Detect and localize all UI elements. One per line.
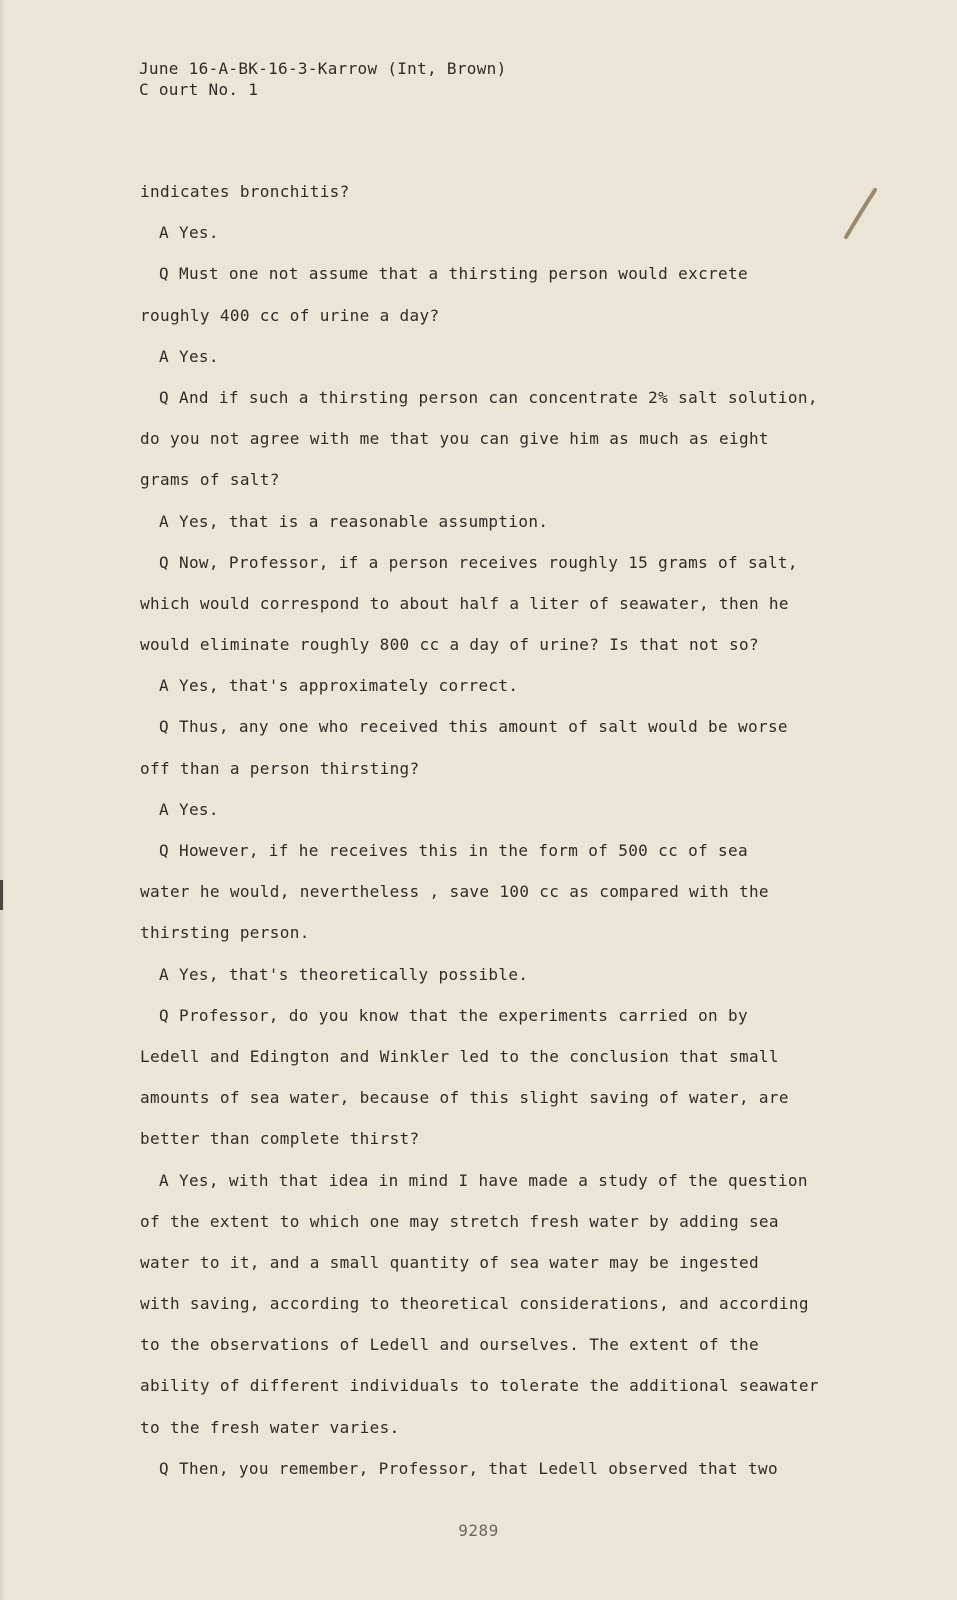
transcript-line: water he would, nevertheless , save 100 cc as compared with the xyxy=(140,882,769,902)
transcript-line: indicates bronchitis? xyxy=(140,182,350,201)
transcript-line: ability of different individuals to tolerate the additional seawater xyxy=(140,1376,819,1396)
transcript-line: thirsting person. xyxy=(140,923,310,943)
transcript-line: to the observations of Ledell and ourselves. The extent of the xyxy=(140,1335,759,1355)
question-line: Q Professor, do you know that the experiments carried on by xyxy=(159,1005,748,1025)
header-court-line: C ourt No. 1 xyxy=(139,80,259,99)
transcript-line: would eliminate roughly 800 cc a day of urine? Is that not so? xyxy=(140,635,759,655)
answer-line: A Yes. xyxy=(159,223,219,243)
transcript-body xyxy=(140,181,870,1499)
answer-line: A Yes. xyxy=(159,799,219,819)
transcript-line: of the extent to which one may stretch fresh water by adding sea xyxy=(140,1211,779,1231)
answer-line: A Yes, with that idea in mind I have made a study of the question xyxy=(159,1170,808,1190)
transcript-line: off than a person thirsting? xyxy=(140,758,420,778)
edge-mark xyxy=(0,880,3,910)
page-number: 9289 xyxy=(458,1521,499,1540)
header-case-line: June 16-A-BK-16-3-Karrow (Int, Brown) xyxy=(139,59,507,78)
transcript-line: do you not agree with me that you can give him as much as eight xyxy=(140,429,769,449)
transcript-line: amounts of sea water, because of this slight saving of water, are xyxy=(140,1088,789,1108)
answer-line: A Yes, that is a reasonable assumption. xyxy=(159,511,549,531)
transcript-line: better than complete thirst? xyxy=(140,1129,420,1149)
answer-line: A Yes, that's theoretically possible. xyxy=(159,964,529,984)
transcript-line: Ledell and Edington and Winkler led to the conclusion that small xyxy=(140,1046,779,1066)
answer-line: A Yes, that's approximately correct. xyxy=(159,676,519,696)
answer-line: A Yes. xyxy=(159,346,219,366)
question-line: Q Thus, any one who received this amount of salt would be worse xyxy=(159,717,788,737)
question-line: Q Then, you remember, Professor, that Ledell observed that two xyxy=(159,1458,778,1478)
transcript-line: grams of salt? xyxy=(140,470,280,490)
transcript-line: roughly 400 cc of urine a day? xyxy=(140,305,440,325)
transcript-line: with saving, according to theoretical considerations, and according xyxy=(140,1294,809,1314)
transcript-line: which would correspond to about half a liter of seawater, then he xyxy=(140,593,789,613)
question-line: Q Must one not assume that a thirsting person would excrete xyxy=(159,264,748,284)
transcript-line: water to it, and a small quantity of sea water may be ingested xyxy=(140,1252,759,1272)
question-line: Q Now, Professor, if a person receives roughly 15 grams of salt, xyxy=(159,552,798,572)
question-line: Q And if such a thirsting person can concentrate 2% salt solution, xyxy=(159,387,818,407)
transcript-line: to the fresh water varies. xyxy=(140,1417,400,1437)
question-line: Q However, if he receives this in the form of 500 cc of sea xyxy=(159,841,748,860)
document-header xyxy=(139,58,507,100)
